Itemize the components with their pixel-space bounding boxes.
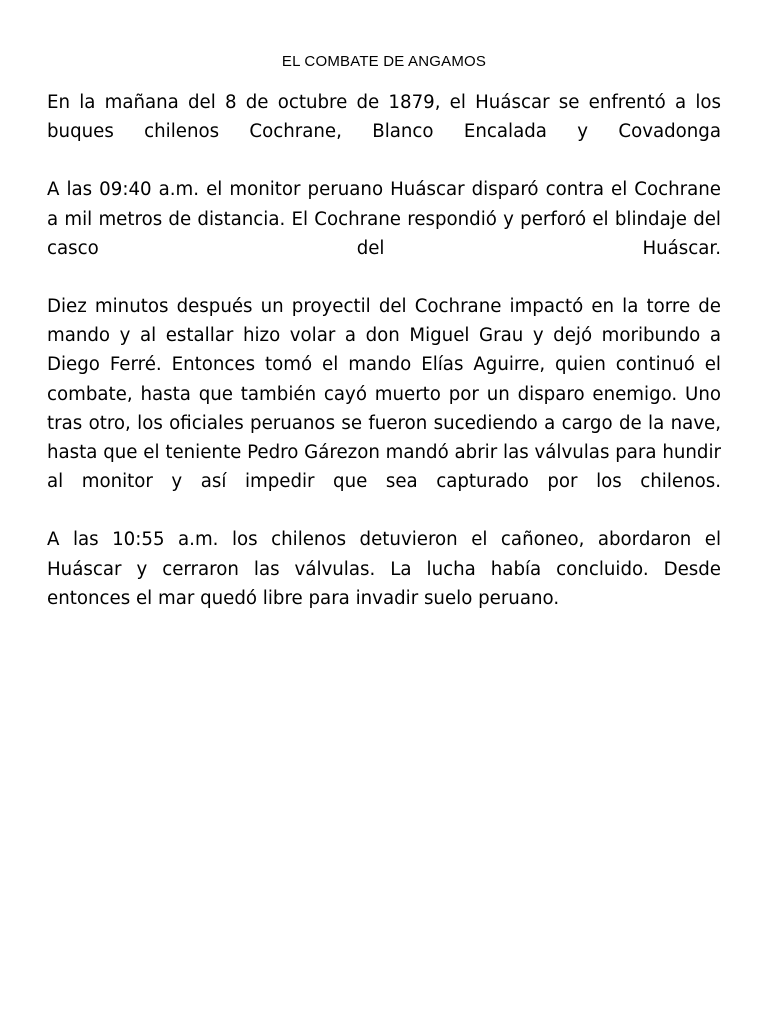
document-title: EL COMBATE DE ANGAMOS — [281, 53, 487, 70]
paragraph-4: A las 10:55 a.m. los chilenos detuvieron el cañoneo, abordaron el Huáscar y cerraron las válvulas. La lucha había concluido. Desde entonces el mar quedó libre para invadir suelo peruano. — [47, 529, 721, 609]
paragraph-2: A las 09:40 a.m. el monitor peruano Huáscar disparó contra el Cochrane a mil metros de distancia. El Cochrane respondió y perforó el blindaje del casco del Huáscar. — [47, 179, 721, 259]
document-body — [47, 88, 721, 642]
paragraph-1: En la mañana del 8 de octubre de 1879, el Huáscar se enfrentó a los buques chilenos Cochrane, Blanco Encalada y Covadonga — [47, 92, 721, 143]
paragraph-3: Diez minutos después un proyectil del Cochrane impactó en la torre de mando y al estallar hizo volar a don Miguel Grau y dejó moribundo a Diego Ferré. Entonces tomó el mando Elías Aguirre, quien continuó el combate, hasta que también cayó muerto por un disparo enemigo. Uno tras otro, los oficiales peruanos se fueron sucediendo a cargo de la nave, hasta que el teniente Pedro Gárezon mandó abrir las válvulas para hundir al monitor y así impedir que sea capturado por los chilenos. — [47, 296, 721, 493]
